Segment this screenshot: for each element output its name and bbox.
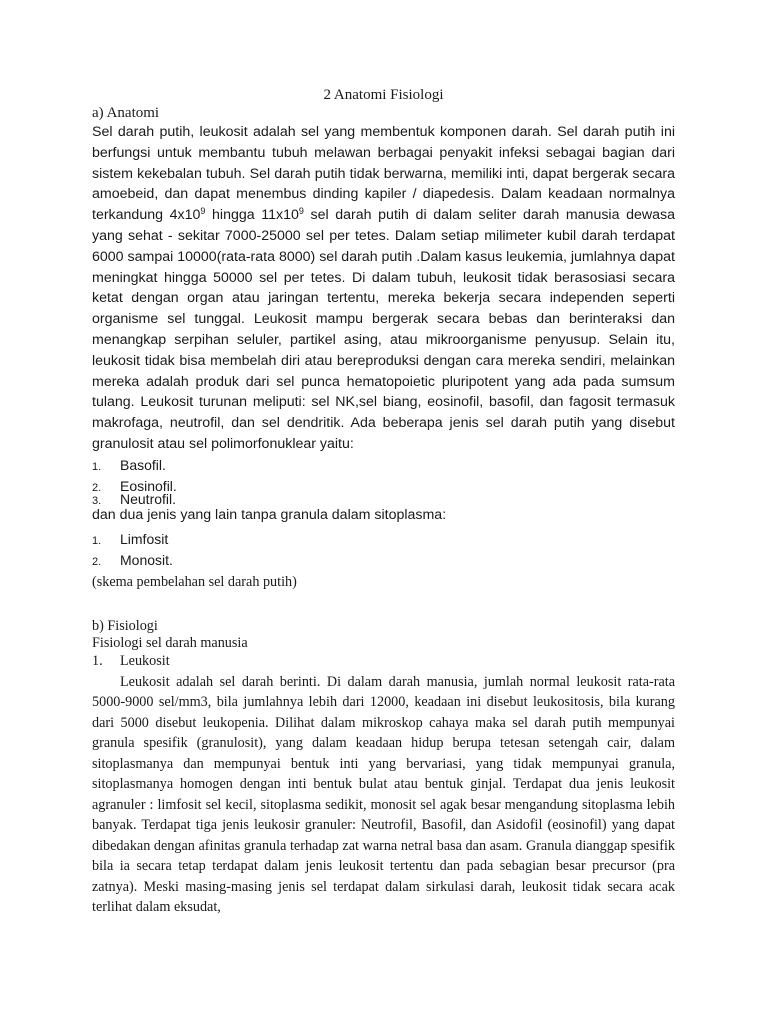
- document-page: [92, 86, 675, 918]
- list-label: Limfosit: [120, 530, 169, 547]
- list-number: 1.: [92, 460, 102, 473]
- section-b-heading: b) Fisiologi: [92, 617, 158, 634]
- schema-note: (skema pembelahan sel darah putih): [92, 573, 297, 590]
- exponent-1: 9: [200, 206, 206, 217]
- anatomy-text-2: hingga 11x10: [205, 207, 299, 224]
- page-title: 2 Anatomi Fisiologi: [323, 87, 444, 103]
- agranular-intro: dan dua jenis yang lain tanpa granula dalam sitoplasma:: [92, 506, 447, 523]
- list-number: 3.: [92, 494, 102, 507]
- list-label: Basofil.: [120, 456, 166, 473]
- anatomy-text-1: Sel darah putih, leukosit adalah sel yang membentuk komponen darah. Sel darah putih ini berfungsi untuk membantu tubuh melawan berbagai penyakit infeksi sebagai bagian dari sistem kekebalan tubuh. Sel darah putih tidak berwarna, memiliki inti, dapat bergerak secara amoebeid, dan dapat menembus dinding kapiler / diapedesis. Dalam keadaan normalnya terkandung 4x10: [92, 124, 675, 224]
- list-number: 2.: [92, 555, 102, 568]
- list-item: [92, 476, 675, 492]
- list-number: 1.: [92, 534, 102, 547]
- list-label: Neutrofil.: [120, 490, 177, 507]
- anatomy-paragraph: [92, 122, 675, 455]
- section-spacer: [92, 592, 675, 618]
- physiology-paragraph: Leukosit adalah sel darah berinti. Di dalam darah manusia, jumlah normal leukosit rata-rata 5000-9000 sel/mm3, bila jumlahnya lebih dari 12000, keadaan ini disebut leukositosis, bila kurang dari 5000 disebut leukopenia. Dilihat dalam mikroskop cahaya maka sel darah putih mempunyai granula spesifik (granulosit), yang dalam keadaan hidup berupa tetesan setengah cair, dalam sitoplasmanya dan mempunyai bentuk inti yang bervariasi, yang tidak mempunyai granula, sitoplasmanya homogen dengan inti bentuk bulat atau bentuk ginjal. Terdapat dua jenis leukosit agranuler : limfosit sel kecil, sitoplasma sedikit, monosit sel agak besar mengandung sitoplasma lebih banyak. Terdapat tiga jenis leukosir granuler: Neutrofil, Basofil, dan Asidofil (eosinofil) yang dapat dibedakan dengan afinitas granula terhadap zat warna netral basa dan asam. Granula dianggap spesifik bila ia secara tetap terdapat dalam jenis leukosit tertentu dan pada sebagian besar precursor (pra zatnya). Meski masing-masing jenis sel terdapat dalam sirkulasi darah, leukosit tidak secara acak terlihat dalam eksudat,: [92, 673, 675, 916]
- section-a-heading: a) Anatomi: [92, 105, 160, 121]
- anatomy-text-3: sel darah putih di dalam seliter darah manusia dewasa yang sehat - sekitar 7000-25000 sel per tetes. Dalam setiap milimeter kubil darah terdapat 6000 sampai 10000(rata-rata 8000) sel darah putih .Dalam kasus leukemia, jumlahnya dapat meningkat hingga 50000 sel per tetes. Di dalam tubuh, leukosit tidak berasosiasi secara ketat dengan organ atau jaringan tertentu, mereka bekerja secara independen seperti organisme sel tunggal. Leukosit mampu bergerak secara bebas dan berinteraksi dan menangkap serpihan seluler, partikel asing, atau mikroorganisme penyusup. Selain itu, leukosit tidak bisa membelah diri atau bereproduksi dengan cara mereka sendiri, melainkan mereka adalah produk dari sel punca hematopoietic pluripotent yang ada pada sumsum tulang. Leukosit turunan meliputi: sel NK,sel biang, eosinofil, basofil, dan fagosit termasuk makrofaga, neutrofil, dan sel dendritik. Ada beberapa jenis sel darah putih yang disebut granulosit atau sel polimorfonuklear yaitu:: [92, 207, 675, 452]
- list-item: [92, 528, 675, 549]
- list-item: [92, 549, 675, 570]
- list-label: Monosit.: [120, 551, 173, 568]
- agranulocyte-list: [92, 528, 675, 570]
- item-number: 1.: [92, 652, 103, 669]
- section-b-subheading: Fisiologi sel darah manusia: [92, 634, 248, 651]
- list-item: [92, 455, 675, 476]
- list-number: 2.: [92, 481, 102, 494]
- exponent-2: 9: [298, 206, 304, 217]
- list-label: Eosinofil.: [120, 477, 177, 494]
- item-label: Leukosit: [120, 652, 170, 669]
- leukosit-item: [92, 652, 675, 670]
- list-item: [92, 492, 675, 507]
- granulocyte-list: [92, 455, 675, 507]
